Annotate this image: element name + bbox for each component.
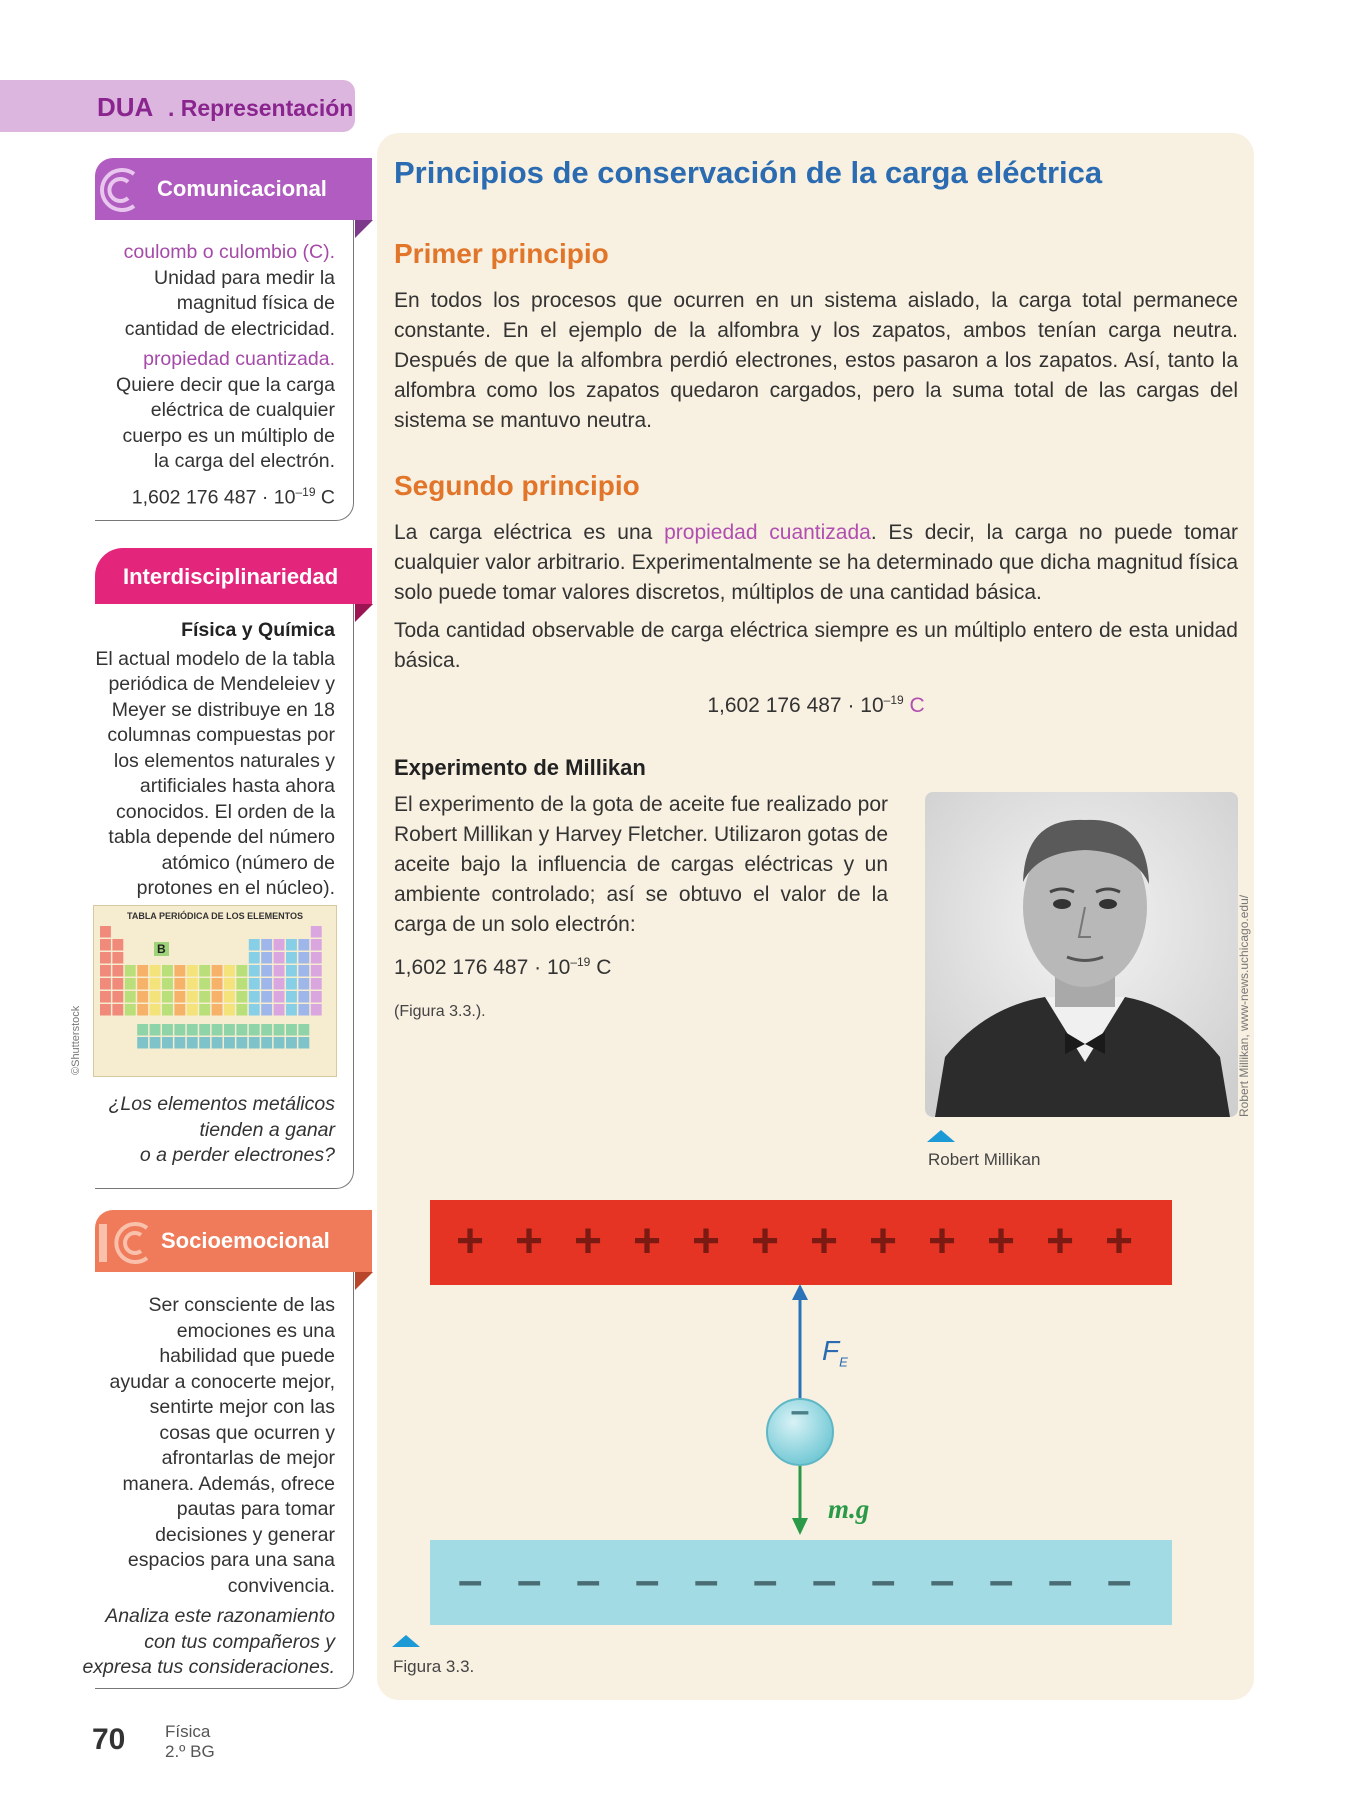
element-cell (112, 978, 123, 990)
text-line: sentirte mejor con las (149, 1396, 335, 1418)
element-cell (286, 991, 297, 1003)
plus-sign: + (456, 1215, 485, 1268)
element-cell (261, 952, 272, 964)
element-cell (150, 1004, 161, 1016)
electric-force-arrowhead-icon (792, 1284, 808, 1300)
minus-sign: – (753, 1556, 778, 1605)
text-line: periódica de Mendeleiev y (108, 673, 335, 695)
element-cell (298, 952, 309, 964)
element-cell (187, 1024, 198, 1036)
element-cell (311, 965, 322, 977)
def-line: la carga del electrón. (153, 450, 335, 472)
element-cell (224, 1037, 235, 1049)
element-cell (174, 1004, 185, 1016)
socioemocional-text (60, 1293, 335, 1681)
element-cell (199, 1037, 210, 1049)
figure-caption: Figura 3.3. (393, 1657, 475, 1676)
periodic-table-grid (100, 926, 330, 1071)
element-cell (125, 965, 136, 977)
photo-caption: Robert Millikan (928, 1150, 1041, 1169)
element-cell (187, 965, 198, 977)
comunicacional-fold-icon (355, 220, 373, 238)
positive-plate (430, 1200, 1172, 1285)
c-logo-icon (98, 166, 142, 214)
ic-logo-icon (97, 1220, 153, 1266)
element-cell (100, 1004, 111, 1016)
element-cell (162, 1024, 173, 1036)
text-line: El actual modelo de la tabla (95, 647, 335, 670)
element-cell (261, 991, 272, 1003)
interdisciplinariedad-title: Interdisciplinariedad (123, 564, 339, 589)
text-line: atómico (número de (161, 851, 335, 874)
text-line: Meyer se distribuye en 18 (111, 698, 335, 721)
text-line: tabla depende del número (108, 826, 335, 848)
plus-sign: + (751, 1215, 780, 1268)
element-cell (137, 965, 148, 977)
element-cell (261, 1004, 272, 1016)
def-line: Unidad para medir la (153, 266, 335, 289)
element-b-highlight: B (154, 942, 169, 956)
periodic-table-title: TABLA PERIÓDICA DE LOS ELEMENTOS (126, 911, 303, 921)
text-line: convivencia. (227, 1574, 335, 1597)
heading-millikan: Experimento de Millikan (394, 755, 646, 780)
text-line: columnas compuestas por (107, 724, 335, 746)
term-coulomb: coulomb o culombio (C). (123, 241, 335, 263)
element-cell (249, 952, 260, 964)
italic-line: Analiza este razonamiento (105, 1605, 335, 1627)
element-cell (249, 1024, 260, 1036)
element-cell (199, 978, 210, 990)
element-cell (224, 1024, 235, 1036)
element-cell (274, 965, 285, 977)
element-cell (274, 1024, 285, 1036)
photo-credit: Robert Millikan, www-news.uchicago.edu/ (1237, 894, 1251, 1117)
element-cell (236, 1004, 247, 1016)
comunicacional-title: Comunicacional (157, 176, 327, 201)
figure-caption-marker-icon (392, 1635, 420, 1647)
p2-term: propiedad cuantizada (664, 521, 871, 544)
plus-sign: + (574, 1215, 603, 1268)
text-line: espacios para una sana (127, 1549, 335, 1571)
plus-sign: + (692, 1215, 721, 1268)
text-line: pautas para tomar (176, 1498, 335, 1520)
element-cell (311, 939, 322, 951)
element-cell (100, 978, 111, 990)
p4: El experimento de la gota de aceite fue realizado por Robert Millikan y Harvey Fletcher. Utilizaron gotas de aceite bajo la influencia de cargas eléctricas y un ambiente controlado; así se obtuvo el valor de la carga de un solo electrón: (394, 793, 888, 936)
element-cell (112, 991, 123, 1003)
equation-charge: 1,602 176 $487 \cdot 10^{-19}$ C (707, 693, 925, 717)
element-cell (298, 1004, 309, 1016)
element-cell (100, 965, 111, 977)
element-cell (199, 1024, 210, 1036)
element-cell (112, 1004, 123, 1016)
label-fe: $F_E$ (822, 1335, 848, 1370)
element-cell (311, 952, 322, 964)
element-cell (298, 1037, 309, 1049)
element-cell (187, 991, 198, 1003)
minus-sign: – (635, 1556, 660, 1605)
heading-primer-principio: Primer principio (394, 238, 609, 269)
element-cell (150, 1037, 161, 1049)
periodic-table-image (93, 905, 337, 1077)
label-mg: m.g (828, 1494, 870, 1524)
element-cell (125, 978, 136, 990)
socioemocional-header (95, 1210, 372, 1272)
element-cell (311, 926, 322, 938)
minus-sign: – (517, 1556, 542, 1605)
element-cell (212, 1037, 223, 1049)
element-cell (274, 991, 285, 1003)
minus-sign: – (1048, 1556, 1073, 1605)
element-cell (212, 965, 223, 977)
electron-charge: 1,602 176 $487 \cdot 10^{-19}$ C (131, 484, 335, 508)
text-line: conocidos. El orden de la (116, 800, 335, 823)
def-line: magnitud física de (176, 292, 335, 314)
millikan-photo (925, 792, 1238, 1117)
element-cell (298, 939, 309, 951)
plus-sign: + (515, 1215, 544, 1268)
element-cell (236, 978, 247, 990)
element-cell (174, 991, 185, 1003)
element-cell (212, 991, 223, 1003)
element-cell (311, 1004, 322, 1016)
text-line: manera. Además, ofrece (122, 1472, 335, 1495)
dua-label: . Representación (168, 95, 354, 121)
interdisciplinariedad-header (95, 548, 372, 604)
element-cell (100, 926, 111, 938)
element-cell (236, 1037, 247, 1049)
element-cell (224, 1004, 235, 1016)
element-cell (199, 1004, 210, 1016)
negative-plate (430, 1540, 1172, 1625)
element-cell (112, 939, 123, 951)
weight-arrowhead-icon (792, 1518, 808, 1535)
footer-grade: 2.º BG (165, 1742, 215, 1761)
interdisciplinariedad-text (60, 618, 335, 902)
element-cell (162, 1004, 173, 1016)
element-cell (311, 991, 322, 1003)
element-cell (249, 1004, 260, 1016)
text-line: emociones es una (176, 1319, 335, 1342)
element-cell (261, 965, 272, 977)
plus-sign: + (633, 1215, 662, 1268)
footer-subject: Física (165, 1722, 211, 1741)
element-cell (236, 991, 247, 1003)
element-cell (150, 991, 161, 1003)
text-line: artificiales hasta ahora (139, 775, 335, 797)
element-cell (199, 965, 210, 977)
def-line: cuerpo es un múltiplo de (122, 424, 335, 447)
text-line: los elementos naturales y (113, 749, 335, 772)
element-cell (261, 1037, 272, 1049)
element-cell (212, 978, 223, 990)
element-cell (150, 978, 161, 990)
element-cell (286, 1024, 297, 1036)
element-cell (150, 1024, 161, 1036)
element-cell (249, 991, 260, 1003)
p3: Toda cantidad observable de carga eléctrica siempre es un múltiplo entero de esta unidad básica. (394, 619, 1238, 672)
element-cell (187, 1004, 198, 1016)
plus-sign: + (810, 1215, 839, 1268)
element-cell (274, 952, 285, 964)
element-cell (236, 1024, 247, 1036)
heading-segundo-principio: Segundo principio (394, 470, 640, 501)
p1: En todos los procesos que ocurren en un sistema aislado, la carga total permanece constante. En el ejemplo de la alfombra y los zapatos, ambos tenían carga neutra. Después de que la alfombra perdió electrones, estos pasaron a los zapatos. Así, tanto la alfombra como los zapatos quedaron cargados, pero la suma total de las cargas del sistema se mantuvo neutra. (394, 289, 1238, 432)
element-cell (162, 978, 173, 990)
minus-sign: – (930, 1556, 955, 1605)
element-cell (286, 965, 297, 977)
element-cell (100, 991, 111, 1003)
element-cell (125, 1004, 136, 1016)
subtitle-fisica-quimica: Física y Química (181, 619, 335, 641)
italic-line: con tus compañeros y (144, 1630, 335, 1653)
paragraph-millikan (394, 790, 888, 940)
element-cell (261, 1024, 272, 1036)
equation-millikan: 1,602 176 $487 \cdot 10^{-19}$ C (394, 955, 612, 979)
element-cell (298, 991, 309, 1003)
element-cell (224, 991, 235, 1003)
element-cell (137, 1037, 148, 1049)
element-cell (224, 965, 235, 977)
term-cuantizada: propiedad cuantizada. (143, 348, 335, 370)
question-line: ¿Los elementos metálicos (108, 1093, 335, 1115)
element-cell (187, 978, 198, 990)
element-cell (137, 1024, 148, 1036)
element-cell (298, 978, 309, 990)
def-line: Quiere decir que la carga (116, 373, 335, 396)
element-cell (286, 939, 297, 951)
plus-sign: + (987, 1215, 1016, 1268)
element-cell (137, 978, 148, 990)
element-cell (249, 939, 260, 951)
element-cell (174, 978, 185, 990)
def-line: eléctrica de cualquier (150, 399, 335, 421)
text-line: afrontarlas de mejor (161, 1447, 335, 1469)
minus-sign: – (812, 1556, 837, 1605)
element-cell (261, 978, 272, 990)
text-line: ayudar a conocerte mejor, (109, 1370, 335, 1393)
plus-sign: + (1046, 1215, 1075, 1268)
element-cell (100, 939, 111, 951)
text-line: protones en el núcleo). (136, 877, 335, 899)
element-cell (174, 1024, 185, 1036)
page-title: Principios de conservación de la carga eléctrica (394, 155, 1103, 190)
interdisciplinariedad-fold-icon (355, 604, 373, 622)
element-cell (162, 1037, 173, 1049)
element-cell (261, 939, 272, 951)
element-cell (137, 991, 148, 1003)
plus-sign: + (928, 1215, 957, 1268)
figure-reference: (Figura 3.3.). (394, 1003, 486, 1020)
element-cell (125, 991, 136, 1003)
element-cell (298, 965, 309, 977)
drop-charge-sign: – (790, 1392, 810, 1430)
dua-prefix: DUA (97, 92, 154, 122)
element-cell (224, 978, 235, 990)
element-cell (274, 939, 285, 951)
element-cell (212, 1004, 223, 1016)
socioemocional-title: Socioemocional (161, 1228, 330, 1253)
element-cell (311, 978, 322, 990)
italic-line: expresa tus consideraciones. (82, 1656, 335, 1678)
minus-sign: – (694, 1556, 719, 1605)
element-cell (100, 952, 111, 964)
element-cell (286, 1004, 297, 1016)
minus-sign: – (458, 1556, 483, 1605)
plus-sign: + (869, 1215, 898, 1268)
def-line: cantidad de electricidad. (124, 317, 335, 340)
minus-sign: – (989, 1556, 1014, 1605)
minus-sign: – (576, 1556, 601, 1605)
element-cell (249, 965, 260, 977)
question-line: tienden a ganar (199, 1118, 335, 1141)
element-cell (174, 965, 185, 977)
element-cell (236, 965, 247, 977)
paragraph-primer-principio (394, 286, 1238, 436)
minus-sign: – (871, 1556, 896, 1605)
element-cell (199, 991, 210, 1003)
comunicacional-text (60, 240, 335, 511)
text-line: habilidad que puede (159, 1345, 335, 1367)
element-cell (249, 1037, 260, 1049)
element-cell (174, 1037, 185, 1049)
text-line: decisiones y generar (155, 1523, 335, 1546)
element-cell (286, 952, 297, 964)
element-cell (187, 1037, 198, 1049)
p2-a: La carga eléctrica es una (394, 521, 665, 544)
dua-tab (0, 80, 355, 132)
shutterstock-credit: ©Shutterstock (70, 1005, 82, 1075)
element-cell (274, 1037, 285, 1049)
element-cell (112, 952, 123, 964)
question-line: o a perder electrones? (139, 1144, 335, 1166)
element-cell (274, 1004, 285, 1016)
p2-b: . Es decir, la carga no puede tomar cualquier valor arbitrario. Experimentalmente se ha determinado que dicha magnitud física solo puede tomar valores discretos, múltiplos de una cantidad básica. (394, 521, 1238, 604)
element-cell (162, 991, 173, 1003)
element-cell (150, 965, 161, 977)
element-cell (112, 965, 123, 977)
element-cell (249, 978, 260, 990)
interdisciplinariedad-question (60, 1092, 335, 1169)
text-line: Ser consciente de las (148, 1294, 335, 1316)
element-cell (274, 978, 285, 990)
element-cell (212, 1024, 223, 1036)
element-cell (286, 978, 297, 990)
caption-marker-icon (927, 1130, 955, 1142)
element-cell (137, 1004, 148, 1016)
comunicacional-header (95, 158, 372, 220)
text-line: cosas que ocurren y (159, 1421, 335, 1444)
plus-sign: + (1105, 1215, 1134, 1268)
paragraph-segundo-principio (394, 518, 1238, 676)
portrait-illustration (925, 792, 1238, 1117)
minus-sign: – (1107, 1556, 1132, 1605)
socioemocional-fold-icon (355, 1272, 373, 1290)
element-cell (298, 1024, 309, 1036)
page-number: 70 (92, 1723, 126, 1756)
element-cell (162, 965, 173, 977)
element-cell (286, 1037, 297, 1049)
